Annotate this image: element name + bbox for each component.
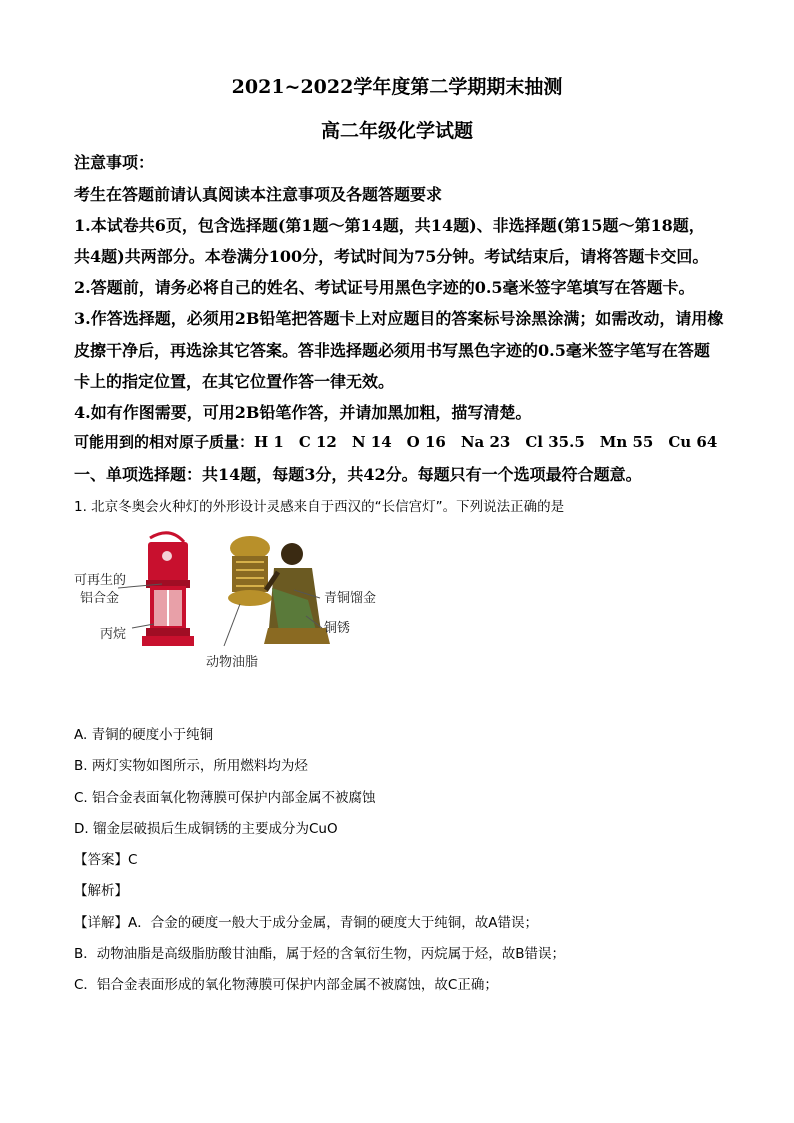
- analysis-line: C．铝合金表面形成的氧化物薄膜可保护内部金属不被腐蚀，故C正确；: [74, 977, 498, 993]
- section-heading: 一、单项选择题：共14题，每题3分，共42分。每题只有一个选项最符合题意。: [74, 465, 642, 484]
- label-alloy-line1: 可再生的: [74, 573, 127, 588]
- notice-line: 皮擦干净后，再选涂其它答案。答非选择题必须用书写黑色字迹的0.5毫米签字笔写在答题: [74, 341, 710, 360]
- label-propane: 丙烷: [100, 627, 127, 642]
- notice-line: 共4题)共两部分。本卷满分100分，考试时间为75分钟。考试结束后，请将答题卡交回。: [74, 247, 709, 266]
- label-animal-fat: 动物油脂: [206, 655, 259, 670]
- notice-line: 1.本试卷共6页，包含选择题(第1题～第14题，共14题)、非选择题(第15题～第18题，: [74, 216, 705, 235]
- notice-line: 卡上的指定位置，在其它位置作答一律无效。: [74, 372, 395, 391]
- option-d: D. 镏金层破损后生成铜锈的主要成分为CuO: [74, 821, 338, 837]
- exam-title: 2021~2022学年度第二学期期末抽测: [231, 76, 563, 98]
- leader-line: [224, 604, 240, 646]
- question-stem: 1. 北京冬奥会火种灯的外形设计灵感来自于西汉的“长信宫灯”。下列说法正确的是: [74, 499, 565, 515]
- notice-line: 4.如有作图需要，可用2B铅笔作答，并请加黑加粗，描写清楚。: [74, 403, 532, 422]
- bronze-lamp-image: [228, 536, 330, 644]
- notice-heading: 注意事项：: [74, 153, 155, 172]
- notice-line: 2.答题前，请务必将自己的姓名、考试证号用黑色字迹的0.5毫米签字笔填写在答题卡。: [74, 278, 695, 297]
- exam-subtitle: 高二年级化学试题: [320, 120, 473, 142]
- analysis-line: 【详解】A．合金的硬度一般大于成分金属，青铜的硬度大于纯铜，故A错误；: [74, 915, 538, 931]
- atomic-masses: 可能用到的相对原子质量：H 1 C 12 N 14 O 16 Na 23 Cl 35.5 Mn 55 Cu 64: [74, 433, 718, 451]
- lamp-figure: [72, 528, 392, 678]
- notice-line: 考生在答题前请认真阅读本注意事项及各题答题要求: [74, 185, 443, 204]
- analysis-line: B．动物油脂是高级脂肪酸甘油酯，属于烃的含氧衍生物，丙烷属于烃，故B错误；: [74, 946, 566, 962]
- notice-line: 3.作答选择题，必须用2B铅笔把答题卡上对应题目的答案标号涂黑涂满；如需改动，请用橡: [74, 309, 724, 328]
- label-alloy-line2: 铝合金: [80, 591, 120, 606]
- option-b: B. 两灯实物如图所示，所用燃料均为烃: [74, 758, 308, 774]
- option-a: A. 青铜的硬度小于纯铜: [74, 727, 214, 743]
- analysis-heading: 【解析】: [74, 883, 128, 899]
- option-c: C. 铝合金表面氧化物薄膜可保护内部金属不被腐蚀: [74, 790, 376, 806]
- label-bronze-gilt: 青铜馏金: [324, 591, 377, 606]
- label-copper-rust: 铜锈: [324, 621, 351, 636]
- answer: 【答案】C: [74, 852, 138, 868]
- torch-lamp-image: [142, 533, 194, 646]
